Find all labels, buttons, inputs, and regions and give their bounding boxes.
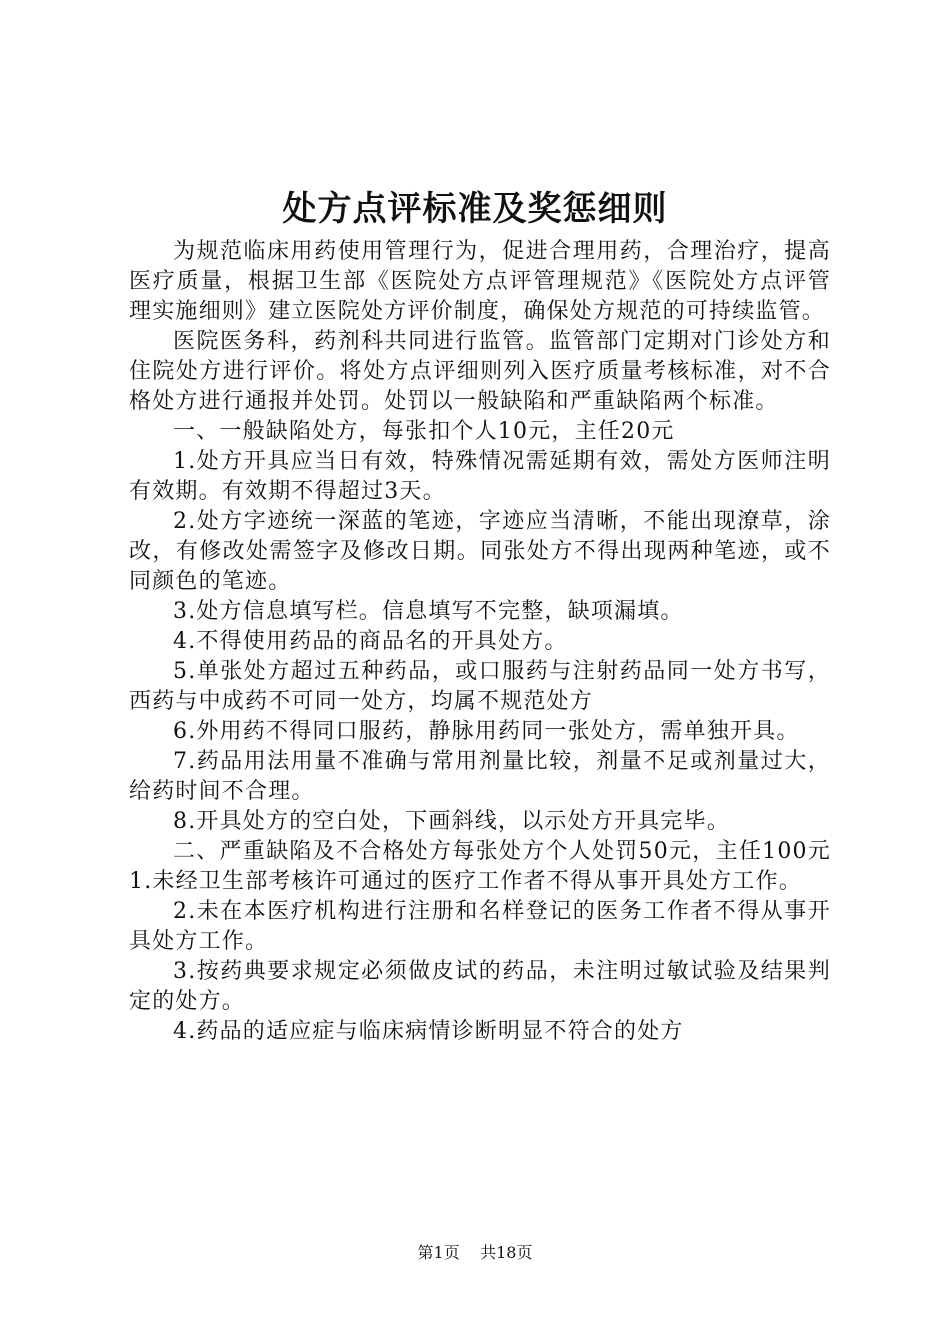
- paragraph: 5.单张处方超过五种药品，或口服药与注射药品同一处方书写，西药与中成药不可同一处方，均属不规范处方: [129, 659, 831, 714]
- paragraph: 医院医务科，药剂科共同进行监管。监管部门定期对门诊处方和住院处方进行评价。将处方点评细则列入医疗质量考核标准，对不合格处方进行通报并处罚。处罚以一般缺陷和严重缺陷两个标准。: [129, 329, 831, 414]
- paragraph: 3.处方信息填写栏。信息填写不完整，缺项漏填。: [173, 599, 684, 624]
- paragraph: 二、严重缺陷及不合格处方每张处方个人处罚50元，主任100元1.未经卫生部考核许可通过的医疗工作者不得从事开具处方工作。: [129, 839, 831, 894]
- paragraph: 2.未在本医疗机构进行注册和名样登记的医务工作者不得从事开具处方工作。: [129, 899, 831, 954]
- page-number: 第1页: [417, 1243, 460, 1262]
- paragraph: 1.处方开具应当日有效，特殊情况需延期有效，需处方医师注明有效期。有效期不得超过3天。: [129, 449, 831, 504]
- paragraph: 3.按药典要求规定必须做皮试的药品，未注明过敏试验及结果判定的处方。: [129, 959, 831, 1014]
- page-total: 共18页: [480, 1243, 533, 1262]
- paragraph: 为规范临床用药使用管理行为，促进合理用药，合理治疗，提高医疗质量，根据卫生部《医院处方点评管理规范》《医院处方点评管理实施细则》建立医院处方评价制度，确保处方规范的可持续监管。: [129, 239, 831, 324]
- paragraph: 7.药品用法用量不准确与常用剂量比较，剂量不足或剂量过大，给药时间不合理。: [129, 749, 831, 804]
- page-footer: [0, 1242, 950, 1264]
- document-body: [129, 237, 831, 1047]
- paragraph: 4.药品的适应症与临床病情诊断明显不符合的处方: [173, 1019, 684, 1044]
- paragraph: 8.开具处方的空白处，下画斜线，以示处方开具完毕。: [173, 809, 730, 834]
- paragraph: 2.处方字迹统一深蓝的笔迹，字迹应当清晰，不能出现潦草，涂改，有修改处需签字及修改日期。同张处方不得出现两种笔迹，或不同颜色的笔迹。: [129, 509, 831, 594]
- paragraph: 一、一般缺陷处方，每张扣个人10元，主任20元: [173, 419, 675, 444]
- paragraph: 6.外用药不得同口服药，静脉用药同一张处方，需单独开具。: [173, 719, 800, 744]
- document-title: 处方点评标准及奖惩细则: [282, 189, 668, 229]
- paragraph: 4.不得使用药品的商品名的开具处方。: [173, 629, 568, 654]
